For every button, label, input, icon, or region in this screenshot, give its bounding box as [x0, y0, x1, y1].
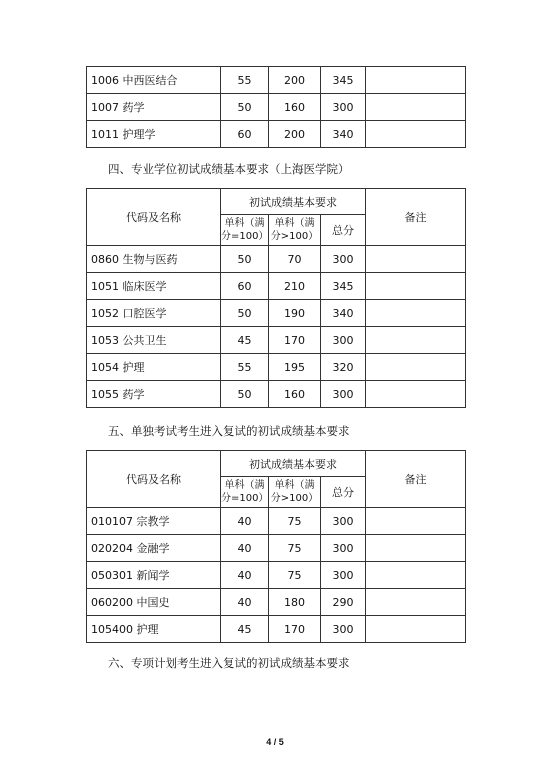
cell-total: 345 [321, 67, 366, 94]
cell-note [366, 616, 466, 643]
table-row [87, 273, 466, 300]
cell-single-a: 40 [221, 589, 269, 616]
header-single-b-line1: 单科（满 [274, 480, 315, 491]
header-group: 初试成绩基本要求 [221, 451, 366, 477]
cell-code-name: 1054 护理 [87, 354, 221, 381]
cell-note [366, 381, 466, 408]
header-code-name: 代码及名称 [87, 189, 221, 246]
cell-code-name: 1011 护理学 [87, 121, 221, 148]
cell-note [366, 273, 466, 300]
header-single-a [221, 477, 269, 508]
cell-note [366, 121, 466, 148]
cell-single-b: 170 [269, 327, 321, 354]
header-note: 备注 [366, 451, 466, 508]
cell-note [366, 67, 466, 94]
header-single-a-line2: 分=100） [221, 493, 269, 504]
cell-single-a: 45 [221, 327, 269, 354]
table-row [87, 535, 466, 562]
header-single-b-line2: 分>100） [270, 493, 319, 504]
cell-total: 300 [321, 94, 366, 121]
cell-code-name: 1006 中西医结合 [87, 67, 221, 94]
cell-single-a: 60 [221, 121, 269, 148]
cell-single-b: 160 [269, 94, 321, 121]
cell-code-name: 0860 生物与医药 [87, 246, 221, 273]
header-total: 总分 [321, 477, 366, 508]
cell-single-b: 75 [269, 535, 321, 562]
table-independent-exam [86, 450, 466, 643]
cell-single-a: 50 [221, 300, 269, 327]
page-number: 4 / 5 [266, 737, 284, 747]
table-row [87, 354, 466, 381]
cell-code-name: 105400 护理 [87, 616, 221, 643]
cell-single-a: 50 [221, 94, 269, 121]
cell-note [366, 589, 466, 616]
table-row [87, 327, 466, 354]
cell-single-b: 160 [269, 381, 321, 408]
table-row [87, 562, 466, 589]
section5-heading: 五、单独考试考生进入复试的初试成绩基本要求 [108, 424, 350, 438]
cell-single-a: 55 [221, 67, 269, 94]
cell-single-b: 200 [269, 121, 321, 148]
table-row [87, 94, 466, 121]
cell-single-b: 210 [269, 273, 321, 300]
cell-single-a: 60 [221, 273, 269, 300]
header-single-a [221, 215, 269, 246]
header-single-b [269, 477, 321, 508]
cell-single-b: 195 [269, 354, 321, 381]
cell-total: 300 [321, 535, 366, 562]
cell-single-a: 50 [221, 246, 269, 273]
cell-total: 300 [321, 508, 366, 535]
cell-total: 300 [321, 381, 366, 408]
table-continued [86, 66, 466, 148]
cell-single-a: 40 [221, 508, 269, 535]
cell-total: 320 [321, 354, 366, 381]
header-single-a-line1: 单科（满 [224, 480, 265, 491]
cell-note [366, 327, 466, 354]
cell-code-name: 1053 公共卫生 [87, 327, 221, 354]
cell-code-name: 050301 新闻学 [87, 562, 221, 589]
cell-total: 345 [321, 273, 366, 300]
cell-total: 300 [321, 616, 366, 643]
cell-code-name: 1052 口腔医学 [87, 300, 221, 327]
cell-total: 290 [321, 589, 366, 616]
header-single-b-line1: 单科（满 [274, 218, 315, 229]
table-professional-degree [86, 188, 466, 408]
header-single-a-line2: 分=100） [221, 231, 269, 242]
table-row [87, 67, 466, 94]
cell-total: 300 [321, 327, 366, 354]
cell-single-a: 50 [221, 381, 269, 408]
cell-single-b: 75 [269, 508, 321, 535]
cell-note [366, 94, 466, 121]
cell-code-name: 1051 临床医学 [87, 273, 221, 300]
header-single-b-line2: 分>100） [270, 231, 319, 242]
cell-single-b: 200 [269, 67, 321, 94]
cell-code-name: 1007 药学 [87, 94, 221, 121]
cell-total: 340 [321, 121, 366, 148]
header-single-b [269, 215, 321, 246]
table-row [87, 121, 466, 148]
cell-single-a: 45 [221, 616, 269, 643]
cell-single-b: 70 [269, 246, 321, 273]
cell-single-b: 180 [269, 589, 321, 616]
cell-single-b: 75 [269, 562, 321, 589]
header-code-name: 代码及名称 [87, 451, 221, 508]
header-total: 总分 [321, 215, 366, 246]
cell-single-b: 170 [269, 616, 321, 643]
table-row [87, 616, 466, 643]
cell-code-name: 060200 中国史 [87, 589, 221, 616]
table-row [87, 381, 466, 408]
cell-code-name: 020204 金融学 [87, 535, 221, 562]
table-row [87, 246, 466, 273]
cell-total: 300 [321, 246, 366, 273]
header-single-a-line1: 单科（满 [224, 218, 265, 229]
table-row [87, 589, 466, 616]
section4-heading: 四、专业学位初试成绩基本要求（上海医学院） [108, 162, 350, 176]
cell-note [366, 535, 466, 562]
section6-heading: 六、专项计划考生进入复试的初试成绩基本要求 [108, 656, 350, 670]
table-row [87, 508, 466, 535]
header-note: 备注 [366, 189, 466, 246]
cell-total: 340 [321, 300, 366, 327]
table-row [87, 300, 466, 327]
cell-code-name: 1055 药学 [87, 381, 221, 408]
cell-note [366, 508, 466, 535]
cell-single-a: 40 [221, 562, 269, 589]
cell-code-name: 010107 宗教学 [87, 508, 221, 535]
cell-single-b: 190 [269, 300, 321, 327]
cell-note [366, 300, 466, 327]
cell-single-a: 55 [221, 354, 269, 381]
header-group: 初试成绩基本要求 [221, 189, 366, 215]
cell-note [366, 354, 466, 381]
cell-note [366, 562, 466, 589]
cell-single-a: 40 [221, 535, 269, 562]
cell-total: 300 [321, 562, 366, 589]
cell-note [366, 246, 466, 273]
